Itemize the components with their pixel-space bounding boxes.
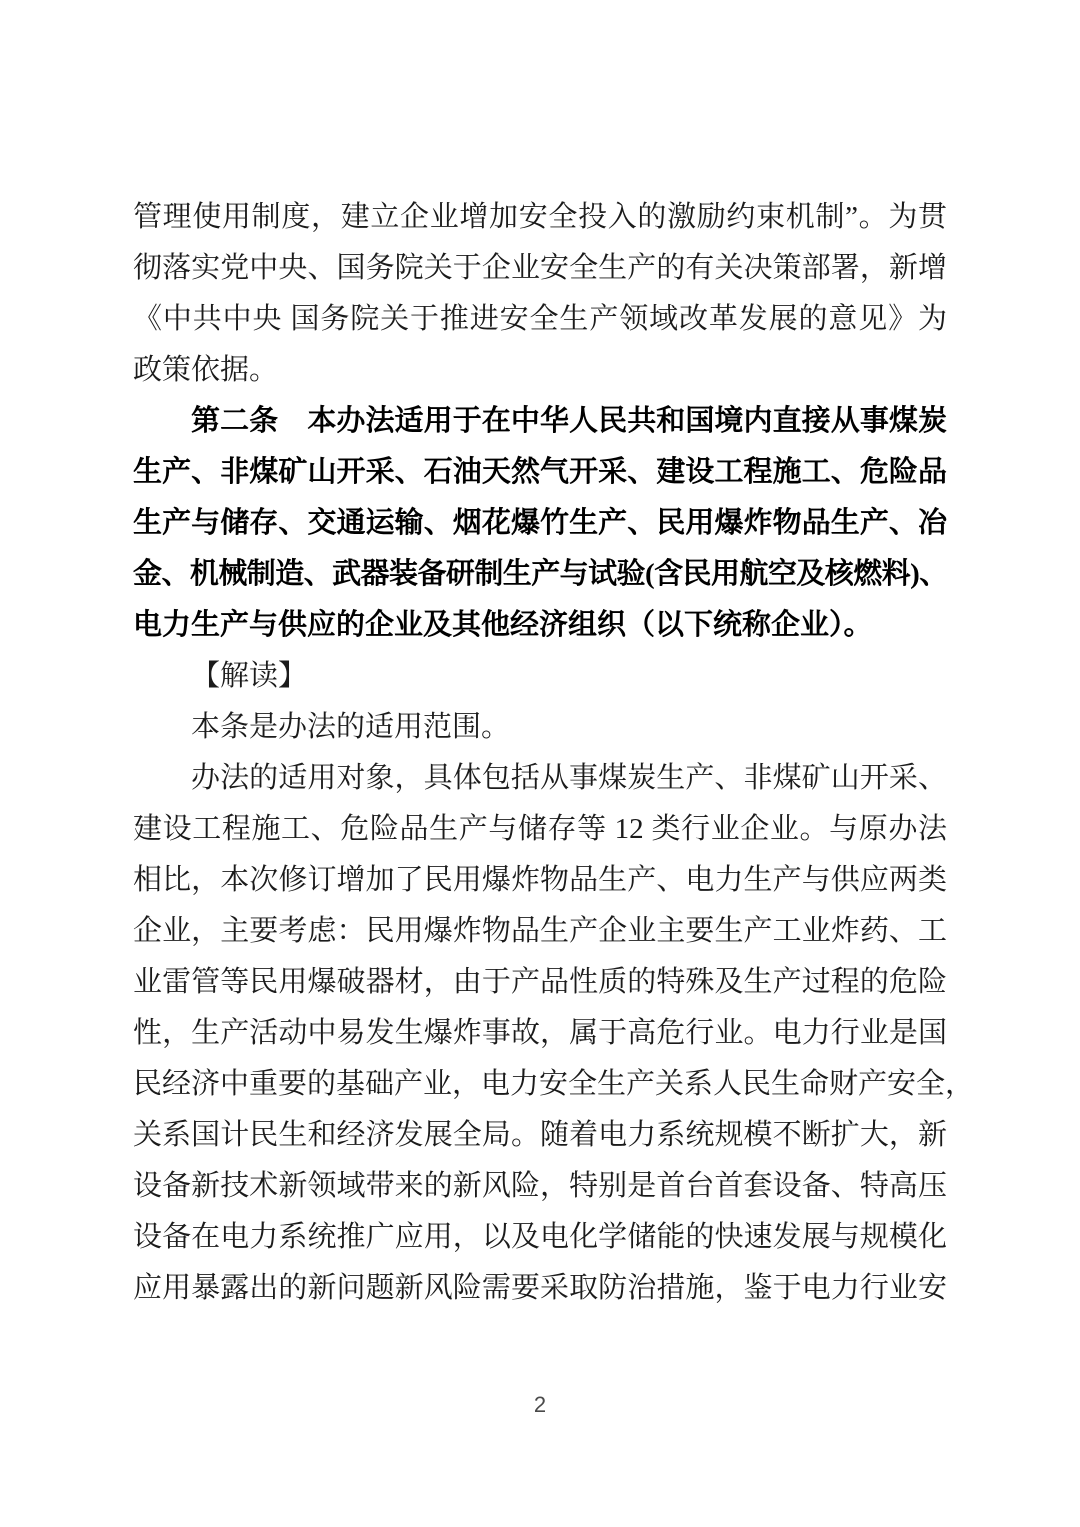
text-line: 民经济中重要的基础产业，电力安全生产关系人民生命财产安全， (133, 1068, 975, 1100)
text-line: 性，生产活动中易发生爆炸事故，属于高危行业。电力行业是国 (133, 1017, 947, 1049)
text-line: 设备在电力系统推广应用，以及电化学储能的快速发展与规模化 (133, 1221, 947, 1253)
text-line: 关系国计民生和经济发展全局。随着电力系统规模不断扩大，新 (133, 1119, 947, 1151)
page-number: 2 (533, 1392, 547, 1417)
text-line: 业雷管等民用爆破器材，由于产品性质的特殊及生产过程的危险 (133, 966, 947, 998)
text-line: 建设工程施工、危险品生产与储存等 12 类行业企业。与原办法 (133, 813, 947, 845)
text-line: 生产与储存、交通运输、烟花爆竹生产、民用爆炸物品生产、冶 (133, 507, 947, 539)
text-line: 电力生产与供应的企业及其他经济组织（以下统称企业）。 (133, 609, 873, 641)
text-line: 彻落实党中央、国务院关于企业安全生产的有关决策部署，新增 (133, 252, 947, 284)
text-line: 生产、非煤矿山开采、石油天然气开采、建设工程施工、危险品 (133, 456, 947, 488)
text-line: 政策依据。 (133, 354, 279, 386)
text-line: 应用暴露出的新问题新风险需要采取防治措施，鉴于电力行业安 (133, 1272, 947, 1304)
text-line: 企业，主要考虑：民用爆炸物品生产企业主要生产工业炸药、工 (133, 915, 947, 947)
text-line: 第二条 本办法适用于在中华人民共和国境内直接从事煤炭 (191, 405, 947, 437)
text-line: 办法的适用对象，具体包括从事煤炭生产、非煤矿山开采、 (191, 762, 947, 794)
text-line: 相比，本次修订增加了民用爆炸物品生产、电力生产与供应两类 (133, 864, 947, 896)
text-line: 金、机械制造、武器装备研制生产与试验(含民用航空及核燃料)、 (133, 558, 947, 590)
text-line: 【解读】 (191, 660, 308, 692)
text-line: 《中共中央 国务院关于推进安全生产领域改革发展的意见》为 (133, 303, 947, 335)
text-block (133, 192, 975, 1314)
text-line: 设备新技术新领域带来的新风险，特别是首台首套设备、特高压 (133, 1170, 947, 1202)
text-line: 本条是办法的适用范围。 (191, 711, 511, 743)
text-line: 管理使用制度，建立企业增加安全投入的激励约束机制”。为贯 (133, 201, 947, 233)
